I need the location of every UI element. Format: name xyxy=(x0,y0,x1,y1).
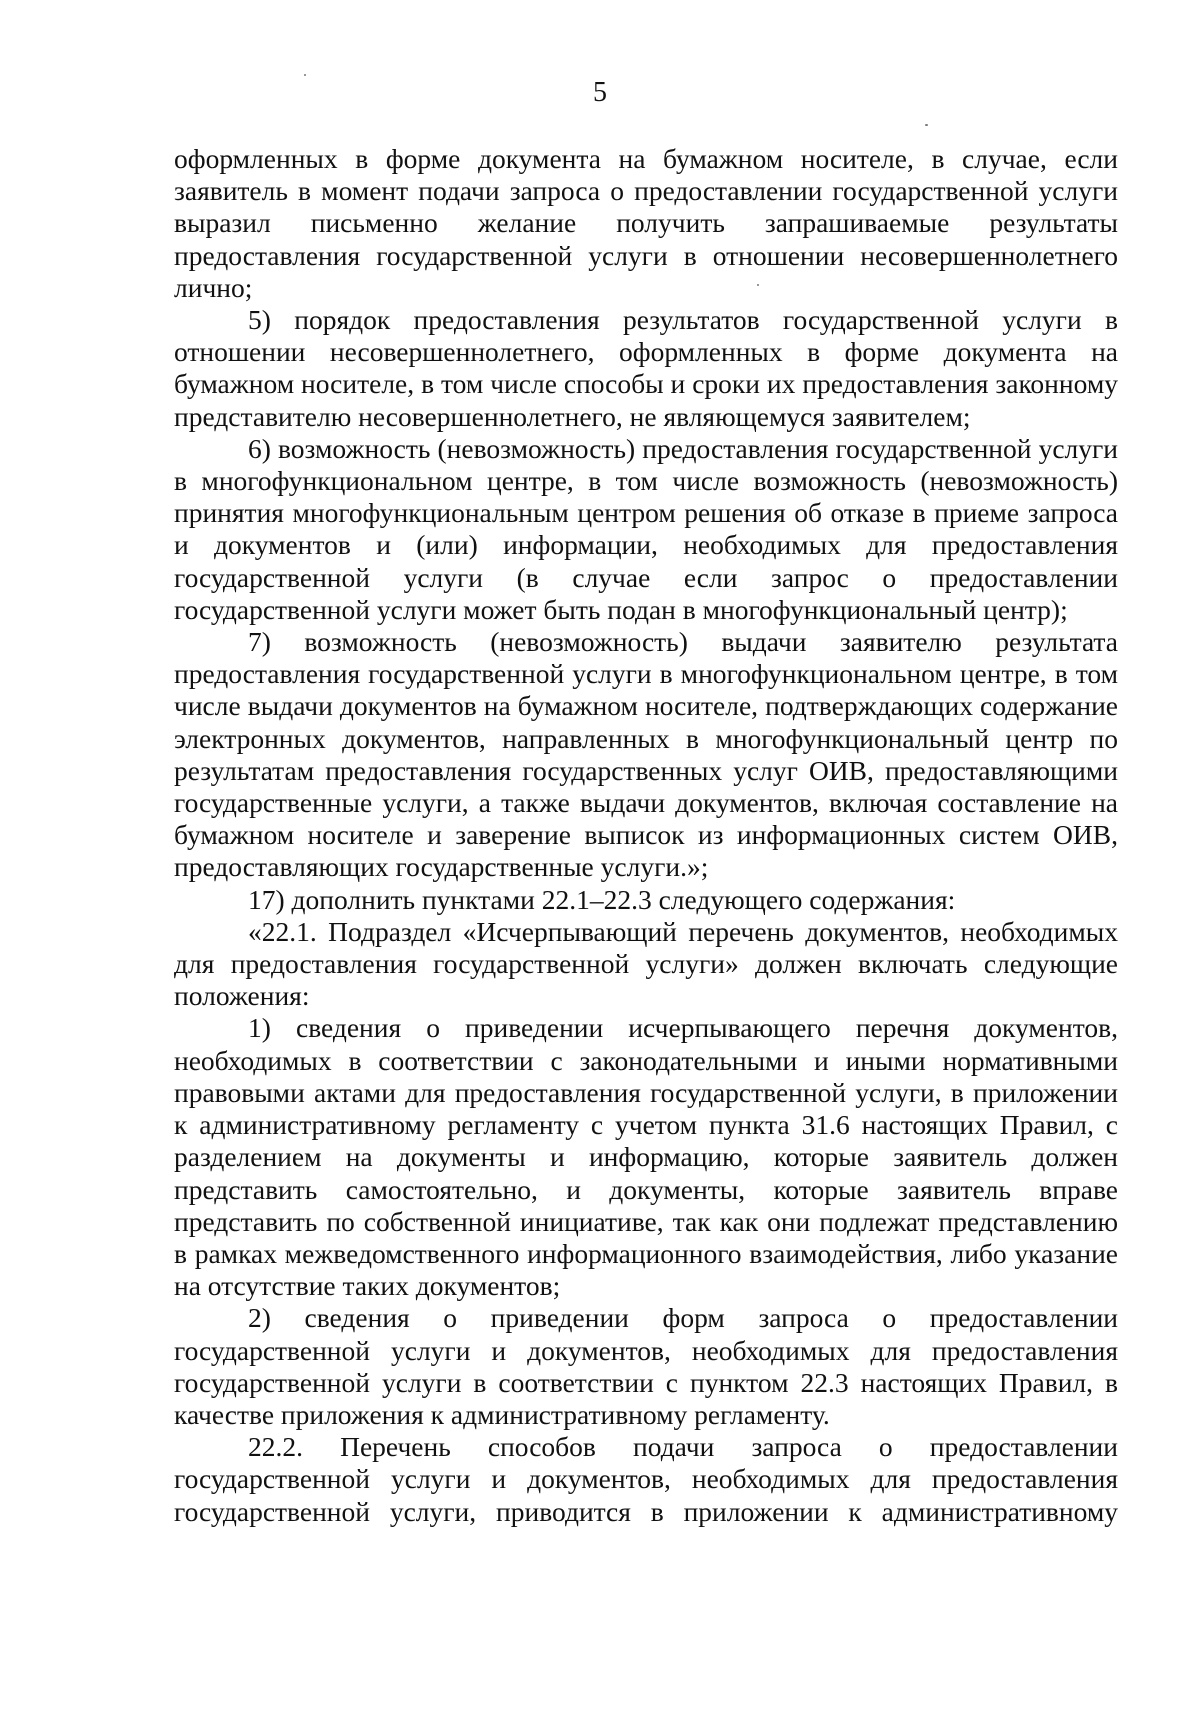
paragraph-22-2: 22.2. Перечень способов подачи запроса о предоставлении государственной услуги и документов, необходимых для предоставления государственной услуги, приводится в приложении к административному xyxy=(174,1431,1118,1527)
scan-speck xyxy=(304,74,306,76)
paragraph-22-1-item-1: 1) сведения о приведении исчерпывающего перечня документов, необходимых в соответствии с законодательными и иными нормативными правовыми актами для предоставления государственной услуги, в приложении к административному регламенту с учетом пункта 31.6 настоящих Правил, с разделением на документы и информацию, которые заявитель должен представить самостоятельно, и документы, которые заявитель вправе представить по собственной инициативе, так как они подлежат представлению в рамках межведомственного информационного взаимодействия, либо указание на отсутствие таких документов; xyxy=(174,1012,1118,1302)
paragraph-22-1-item-2: 2) сведения о приведении форм запроса о предоставлении государственной услуги и документов, необходимых для предоставления государственной услуги в соответствии с пунктом 22.3 настоящих Правил, в качестве приложения к административному регламенту. xyxy=(174,1302,1118,1430)
page-number: 5 xyxy=(593,77,607,108)
paragraph-item-17: 17) дополнить пунктами 22.1–22.3 следующего содержания: xyxy=(248,883,956,915)
paragraph-22-1: «22.1. Подраздел «Исчерпывающий перечень документов, необходимых для предоставления государственной услуги» должен включать следующие положения: xyxy=(174,915,1118,1012)
paragraph-continuation: оформленных в форме документа на бумажном носителе, в случае, если заявитель в момент подачи запроса о предоставлении государственной услуги выразил письменно желание получить запрашиваемые результаты предоставления государственной услуги в отношении несовершеннолетнего лично; xyxy=(174,143,1118,303)
document-body xyxy=(174,143,1118,1528)
scan-speck xyxy=(925,124,928,126)
paragraph-item-5: 5) порядок предоставления результатов государственной услуги в отношении несовершеннолетнего, оформленных в форме документа на бумажном носителе, в том числе способы и сроки их предоставления законному представителю несовершеннолетнего, не являющемуся заявителем; xyxy=(174,304,1118,432)
paragraph-item-7: 7) возможность (невозможность) выдачи заявителю результата предоставления государственной услуги в многофункциональном центре, в том числе выдачи документов на бумажном носителе, подтверждающих содержание электронных документов, направленных в многофункциональный центр по результатам предоставления государственных услуг ОИВ, предоставляющими государственные услуги, а также выдачи документов, включая составление на бумажном носителе и заверение выписок из информационных систем ОИВ, предоставляющих государственные услуги.»; xyxy=(174,626,1118,883)
paragraph-item-6: 6) возможность (невозможность) предоставления государственной услуги в многофункциональном центре, в том числе возможность (невозможность) принятия многофункциональным центром решения об отказе в приеме запроса и документов и (или) информации, необходимых для предоставления государственной услуги (в случае если запрос о предоставлении государственной услуги может быть подан в многофункциональный центр); xyxy=(174,432,1118,625)
